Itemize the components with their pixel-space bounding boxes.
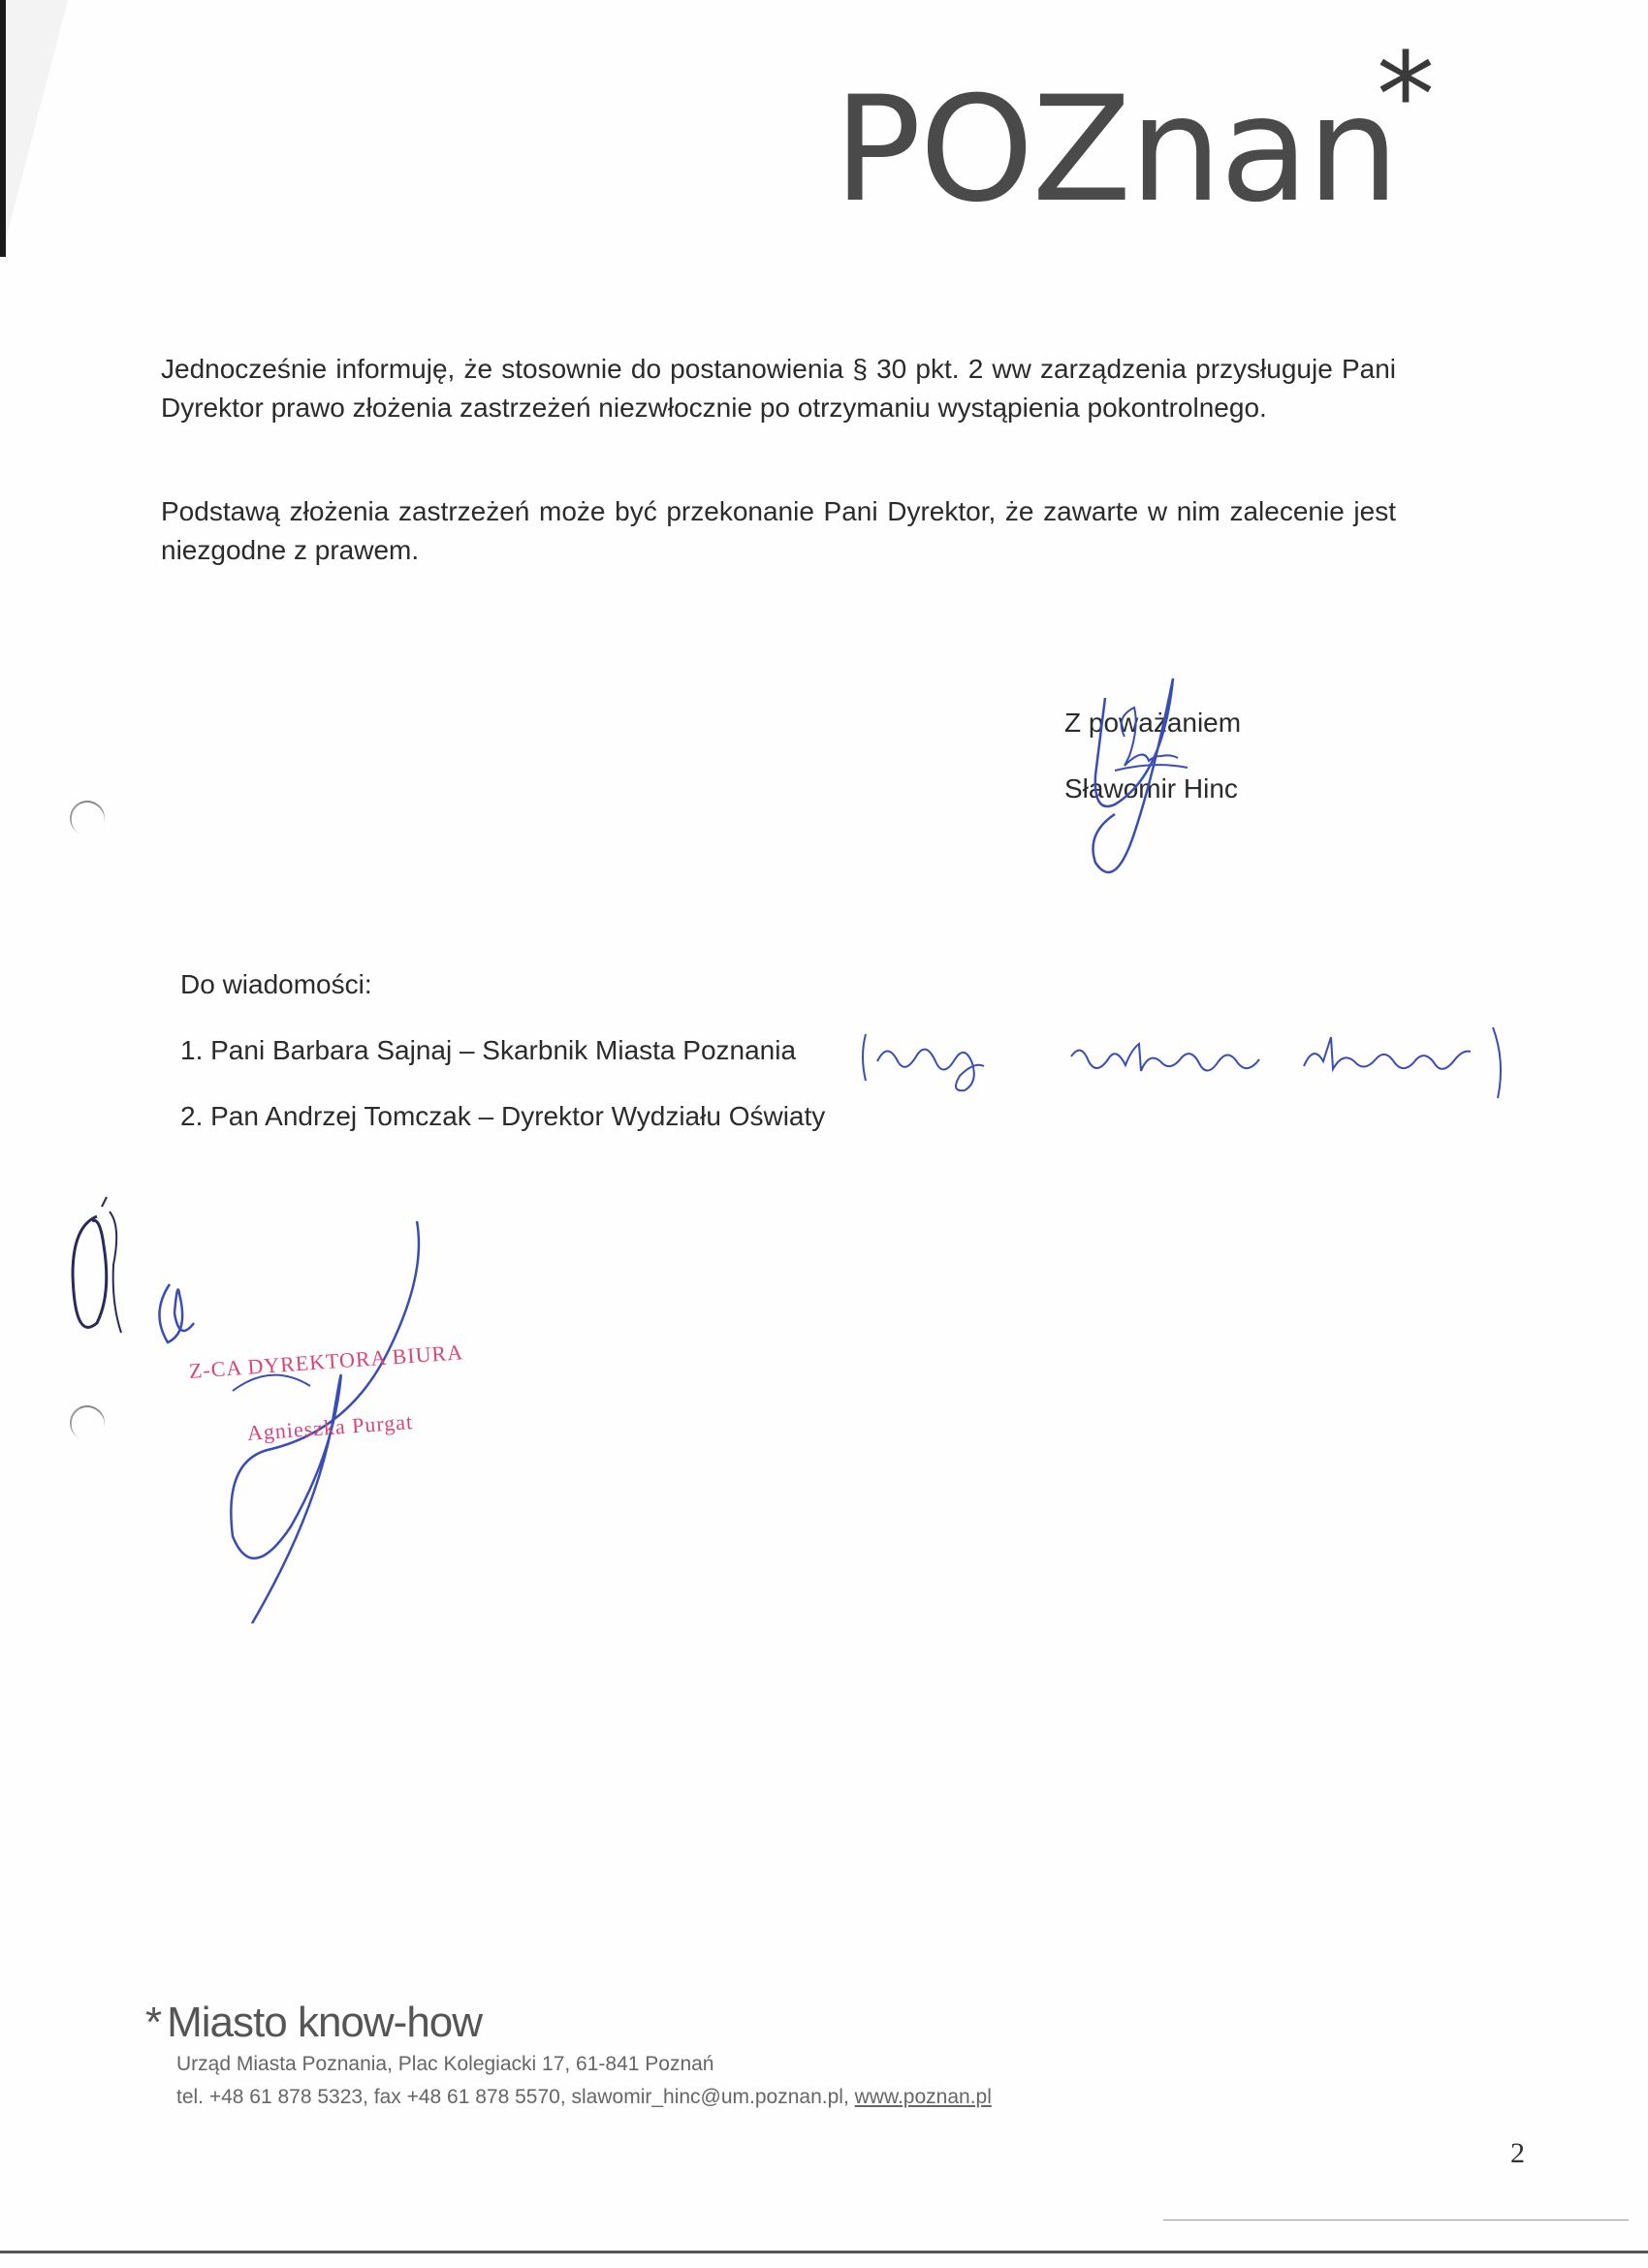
- website-link[interactable]: www.poznan.pl: [854, 2086, 992, 2108]
- cc-item: 2. Pan Andrzej Tomczak – Dyrektor Wydziału Oświaty: [180, 1101, 826, 1131]
- scan-bottom-edge: [0, 2251, 1648, 2253]
- signature-hinc: [1057, 659, 1221, 882]
- scan-edge: [0, 0, 6, 257]
- official-stamp: [188, 1339, 464, 1448]
- paragraph-objections-basis: Podstawą złożenia zastrzeżeń może być przekonanie Pani Dyrektor, że zawarte w nim zalecenie jest niezgodne z prawem.: [161, 496, 1396, 565]
- footer-slogan: [145, 1999, 482, 2047]
- logo-star-icon: *: [1377, 29, 1435, 164]
- footer-contact: [176, 2086, 992, 2109]
- stamp-title: Z-CA DYREKTORA BIURA: [188, 1339, 464, 1383]
- punch-hole-bottom: [65, 1401, 110, 1445]
- paragraph-objections-right: Jednocześnie informuję, że stosownie do postanowienia § 30 pkt. 2 ww zarządzenia przysługuje Pani Dyrektor prawo złożenia zastrzeżeń niezwłocznie po otrzymaniu wystąpienia pokontrolnego.: [161, 354, 1396, 423]
- cc-item: 1. Pani Barbara Sajnaj – Skarbnik Miasta Poznania: [180, 1035, 797, 1065]
- page-number: 2: [1510, 2137, 1525, 2169]
- slogan-star-icon: *: [145, 1999, 162, 2046]
- logo-text: POZnan: [834, 66, 1398, 235]
- scan-line: [1163, 2220, 1629, 2221]
- slogan-text: Miasto know-how: [167, 1999, 483, 2046]
- cc-heading: Do wiadomości:: [180, 969, 372, 999]
- stamp-name: Agnieszka Purgat: [246, 1409, 414, 1445]
- punch-hole-top: [65, 796, 110, 840]
- closing-greeting: Z poważaniem: [1064, 708, 1242, 738]
- handwritten-note: [858, 1023, 1507, 1100]
- footer-address: Urząd Miasta Poznania, Plac Kolegiacki 17, 61-841 Poznań: [176, 2053, 714, 2075]
- folded-corner: [0, 0, 68, 262]
- contact-details: tel. +48 61 878 5323, fax +48 61 878 5570, slawomir_hinc@um.poznan.pl,: [176, 2086, 855, 2108]
- poznan-logo: [834, 29, 1503, 235]
- signatory-name: Sławomir Hinc: [1064, 773, 1238, 803]
